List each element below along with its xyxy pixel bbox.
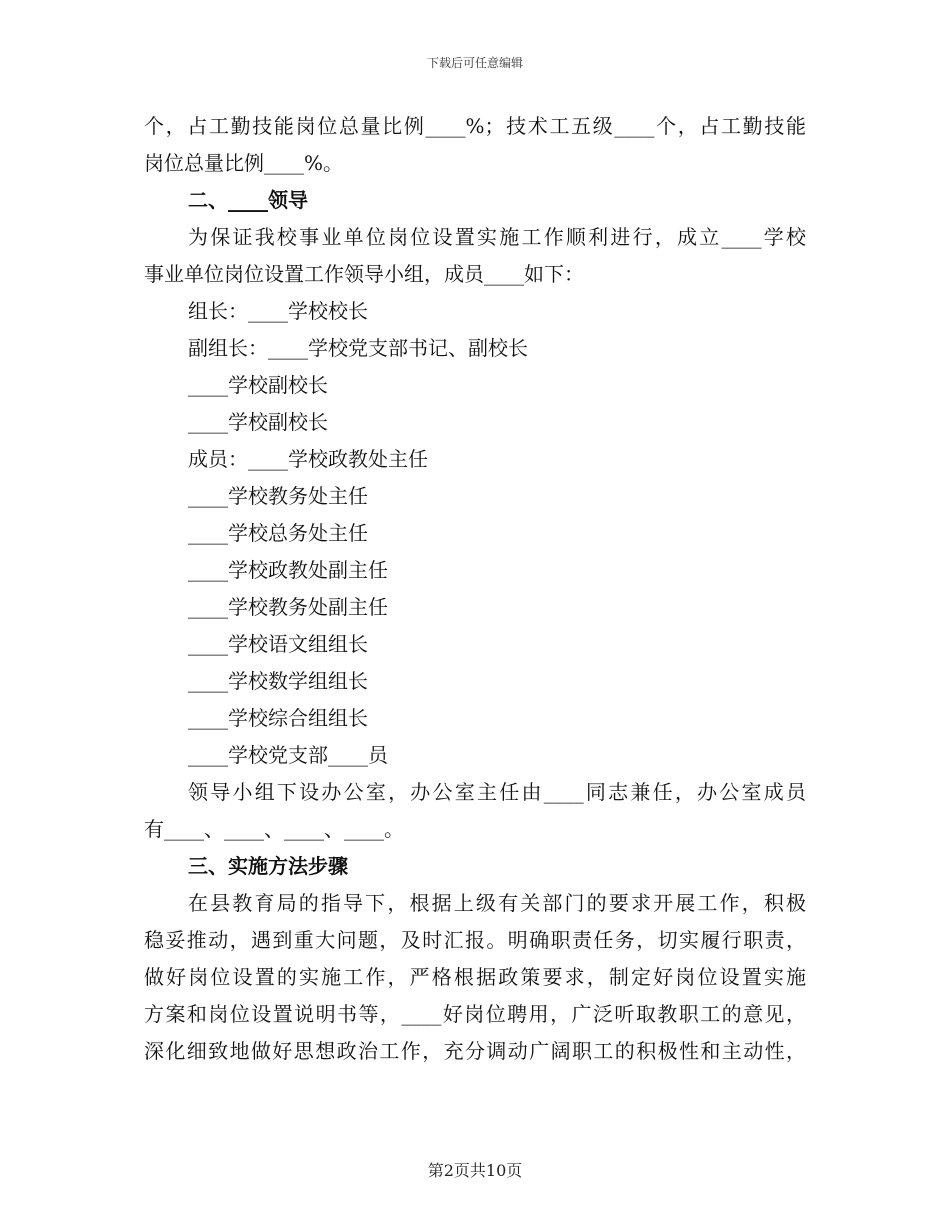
text-line: ____学校副校长	[188, 373, 328, 397]
text-line: ____学校教务处主任	[188, 484, 368, 508]
text-line: ____学校教务处副主任	[188, 595, 388, 619]
text-line: 方案和岗位设置说明书等，____好岗位聘用，广泛听取教职工的意见，	[144, 1002, 806, 1026]
text-line: 事业单位岗位设置工作领导小组，成员____如下：	[144, 262, 584, 286]
text-line: ____学校党支部____员	[188, 743, 388, 767]
text-line: ____学校语文组组长	[188, 632, 368, 656]
text-line: ____学校综合组组长	[188, 706, 368, 730]
text-line: ____学校总务处主任	[188, 521, 368, 545]
text-line: 个，占工勤技能岗位总量比例____%；技术工五级____个，占工勤技能	[144, 114, 806, 138]
text-line: 组长：____学校校长	[188, 299, 368, 323]
document-body	[144, 108, 806, 1070]
text-line: 做好岗位设置的实施工作，严格根据政策要求，制定好岗位设置实施	[144, 965, 806, 989]
text-line: 稳妥推动，遇到重大问题，及时汇报。明确职责任务，切实履行职责，	[144, 928, 806, 952]
text-line: ____学校政教处副主任	[188, 558, 388, 582]
text-line: 岗位总量比例____%。	[144, 151, 344, 175]
text-line: ____学校副校长	[188, 410, 328, 434]
section-heading: 三、实施方法步骤	[188, 854, 348, 878]
text-line: 副组长：____学校党支部书记、副校长	[188, 336, 528, 360]
section-heading: 二、____领导	[188, 188, 308, 212]
page-header: 下载后可任意编辑	[426, 56, 523, 70]
text-line: 成员：____学校政教处主任	[188, 447, 428, 471]
text-line: 在县教育局的指导下，根据上级有关部门的要求开展工作，积极	[188, 891, 806, 915]
text-line: 深化细致地做好思想政治工作，充分调动广阔职工的积极性和主动性，	[144, 1039, 806, 1063]
text-line: 有____、____、____、____。	[144, 817, 404, 841]
text-line: 领导小组下设办公室，办公室主任由____同志兼任，办公室成员	[188, 780, 806, 804]
page-footer: 第2页共10页	[427, 1161, 523, 1180]
text-line: 为保证我校事业单位岗位设置实施工作顺利进行，成立____学校	[188, 225, 806, 249]
text-line: ____学校数学组组长	[188, 669, 368, 693]
